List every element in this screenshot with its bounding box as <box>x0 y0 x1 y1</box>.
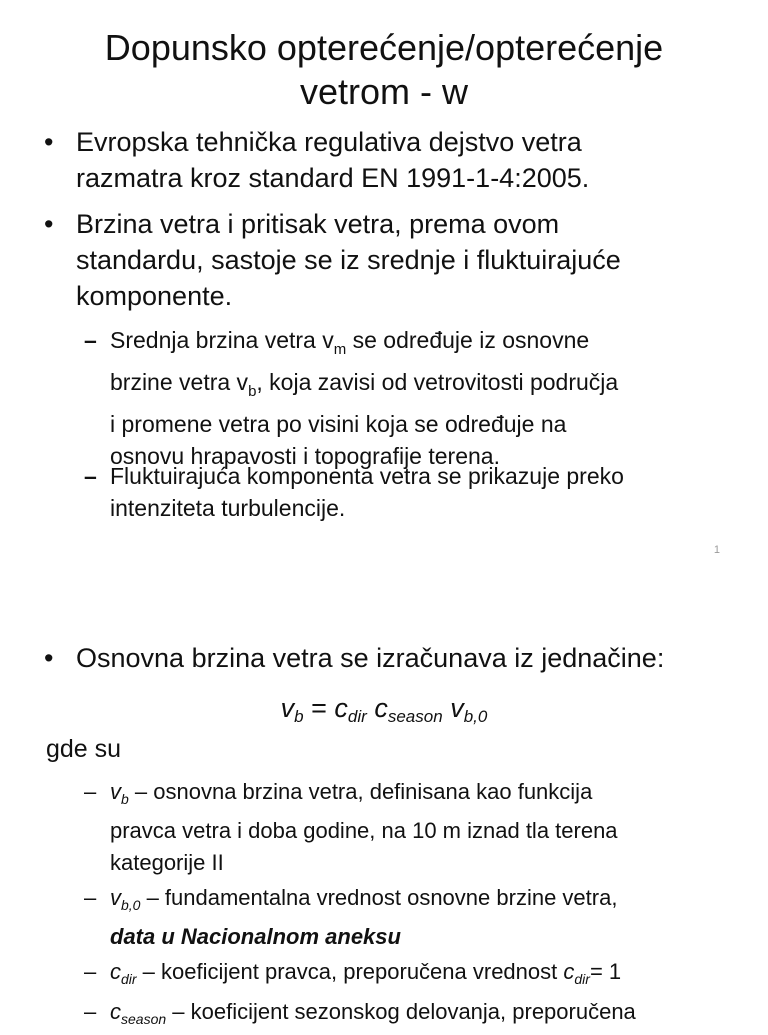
sub-bullet-item <box>84 460 740 524</box>
text-run: se određuje iz osnovne <box>346 327 590 353</box>
definition-item <box>84 956 742 995</box>
dash-icon: – <box>84 999 97 1024</box>
text-run: – koeficijent pravca, preporučena vrednost <box>136 959 564 984</box>
bullet-line: Evropska tehnička regulativa dejstvo vetra <box>76 127 582 157</box>
sub-bullet-text <box>110 460 740 524</box>
formula-subscript: b <box>294 707 304 726</box>
formula-subscript: season <box>387 707 443 726</box>
symbol-letter: c <box>110 959 121 984</box>
bullet-dot-icon: • <box>44 209 54 239</box>
definition-item <box>84 882 742 953</box>
symbol-letter: v <box>110 779 121 804</box>
bullet-item <box>44 206 744 314</box>
text-run: – osnovna brzina vetra, definisana kao funkcija <box>128 779 593 804</box>
formula-equals: = <box>303 693 335 723</box>
symbol-letter: v <box>110 885 121 910</box>
bullet-text <box>76 124 744 196</box>
bullet-dot-icon: • <box>44 643 54 673</box>
bullet-line: razmatra kroz standard EN 1991-1-4:2005. <box>76 163 590 193</box>
text-run: brzine vetra v <box>110 369 249 395</box>
bullet-item <box>44 640 744 676</box>
definition-text <box>110 956 742 995</box>
text-run: = 1 <box>589 959 622 984</box>
definition-text <box>110 996 742 1035</box>
formula-symbol: v <box>450 693 464 723</box>
dash-icon: – <box>84 959 97 984</box>
symbol <box>110 959 137 987</box>
text-run: – fundamentalna vrednost osnovne brzine vetra, <box>140 885 618 910</box>
symbol-subscript: season <box>121 1011 167 1027</box>
bullet-text: Osnovna brzina vetra se izračunava iz jednačine: <box>76 643 665 673</box>
sub-bullet-text <box>110 324 740 472</box>
symbol <box>110 999 167 1027</box>
symbol-subscript: dir <box>121 971 137 987</box>
symbol <box>110 779 129 807</box>
bullet-dot-icon: • <box>44 127 54 157</box>
formula-subscript: dir <box>347 707 367 726</box>
formula-symbol: v <box>280 693 295 723</box>
symbol-letter: c <box>110 999 121 1024</box>
bullet-line: standardu, sastoje se iz srednje i fluktuirajuće <box>76 245 621 275</box>
symbol <box>563 959 590 987</box>
sub-bullet-item <box>84 324 740 472</box>
dash-icon: – <box>84 885 97 910</box>
emphasis-text: data u Nacionalnom aneksu <box>110 924 401 949</box>
definition-text <box>110 776 742 879</box>
slide-title <box>40 26 728 114</box>
page-number: 1 <box>713 544 720 556</box>
symbol-subscript: b,0 <box>121 897 141 913</box>
text-run: intenziteta turbulencije. <box>110 495 346 521</box>
text-run: pravca vetra i doba godine, na 10 m iznad tla terena <box>110 818 618 843</box>
title-line-1: Dopunsko opterećenje/opterećenje <box>104 27 664 68</box>
text-run: osnovu hrapavosti i topografije terena. <box>110 443 500 469</box>
dash-icon: – <box>84 779 97 804</box>
text-run: kategorije II <box>110 850 224 875</box>
bullet-line: komponente. <box>76 281 233 311</box>
text-run: Fluktuirajuća komponenta vetra se prikazuje preko <box>110 463 624 489</box>
definition-item <box>84 996 742 1035</box>
bullet-line: Brzina vetra i pritisak vetra, prema ovom <box>76 209 560 239</box>
definition-item <box>84 776 742 879</box>
subscript: b <box>248 383 257 400</box>
definition-text <box>110 882 742 953</box>
formula-symbol: c <box>334 693 348 723</box>
formula-subscript: b,0 <box>463 707 488 726</box>
symbol-letter: c <box>563 959 575 984</box>
formula <box>0 693 768 727</box>
subscript: m <box>333 341 347 358</box>
dash-icon: – <box>84 327 97 353</box>
gde-su-label: gde su <box>46 735 122 763</box>
formula-symbol: c <box>374 693 388 723</box>
symbol <box>110 885 141 913</box>
text-run: , koja zavisi od vetrovitosti područja <box>256 369 619 395</box>
text-run: i promene vetra po visini koja se određuje na <box>110 411 567 437</box>
title-line-2: vetrom - w <box>299 71 468 112</box>
bullet-text <box>76 206 744 314</box>
text-run: – koeficijent sezonskog delovanja, preporučena <box>166 999 636 1024</box>
symbol-subscript: dir <box>574 971 590 987</box>
symbol-subscript: b <box>121 791 129 807</box>
bullet-item <box>44 124 744 196</box>
dash-icon: – <box>84 463 97 489</box>
text-run: Srednja brzina vetra v <box>110 327 334 353</box>
